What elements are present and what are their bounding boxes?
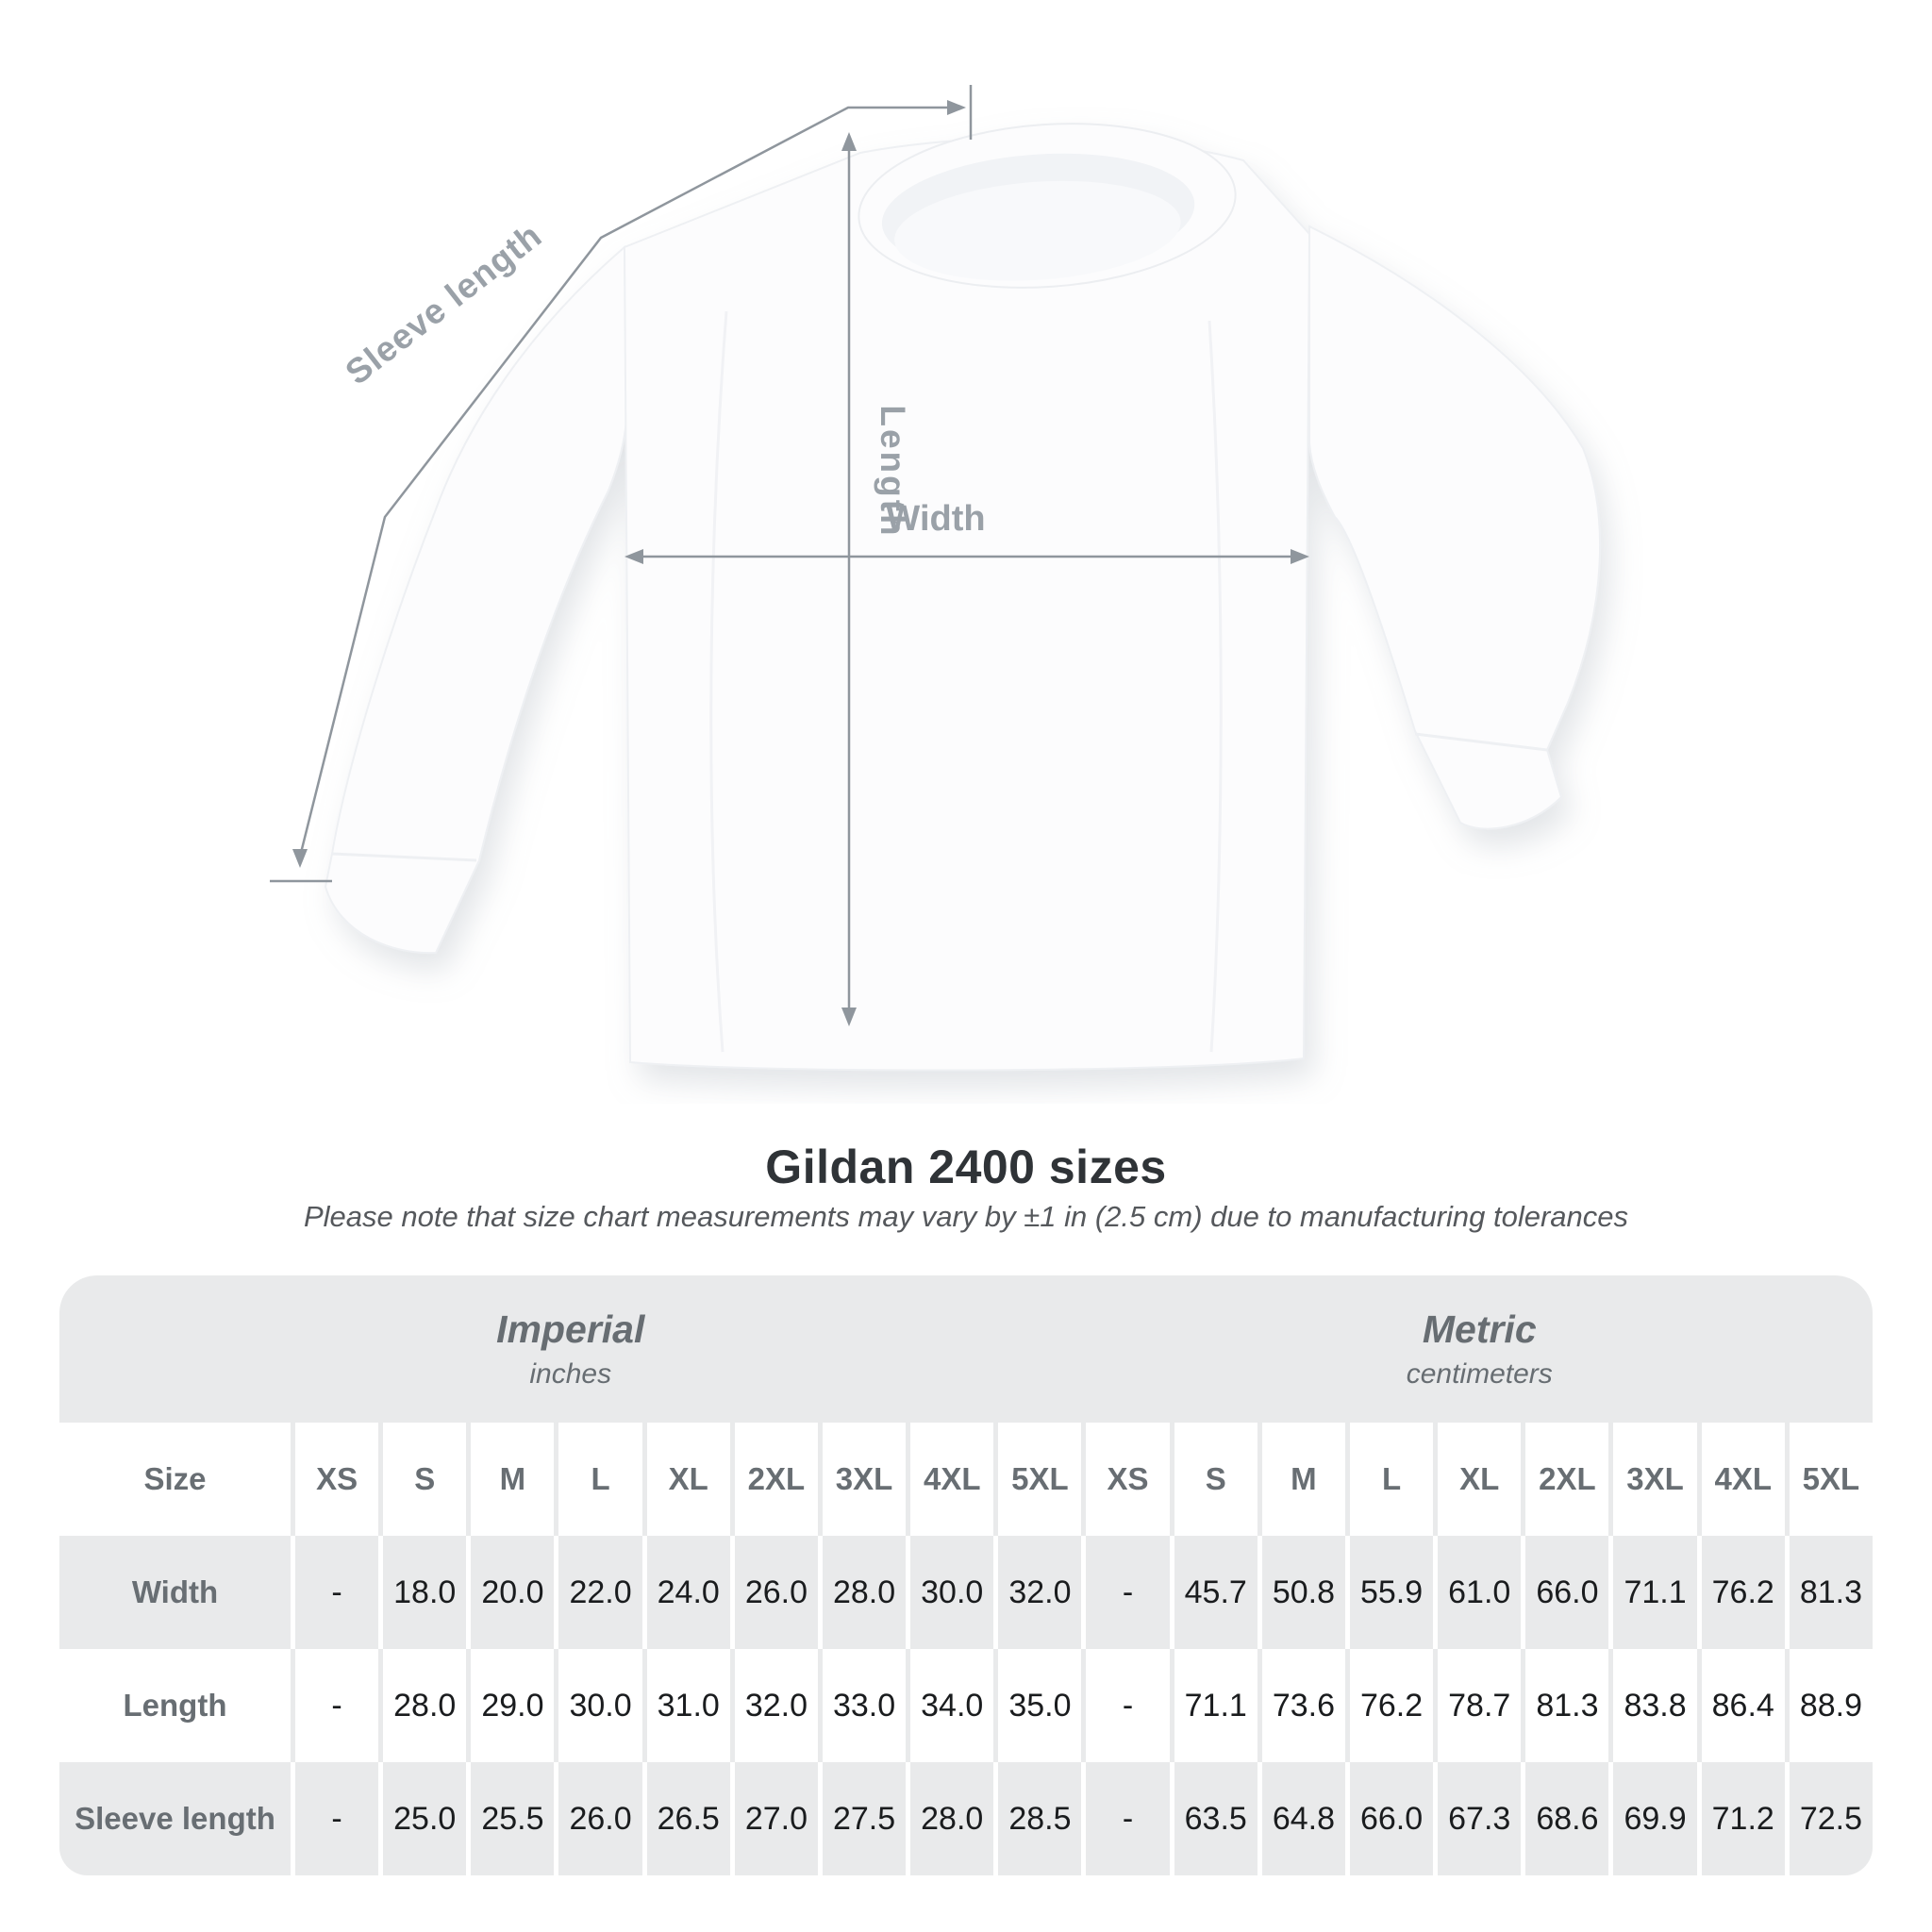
row-label-cell: Length [59, 1649, 291, 1762]
table-row [59, 1649, 1873, 1762]
size-header-cell: XS [295, 1423, 378, 1536]
size-header-cell: 4XL [910, 1423, 993, 1536]
size-header-cell: XL [647, 1423, 730, 1536]
table-cell: 81.3 [1790, 1536, 1873, 1649]
imperial-label: Imperial [496, 1307, 645, 1352]
table-cell: 27.0 [735, 1762, 818, 1875]
arrowhead-down-icon [292, 849, 308, 868]
table-cell: 64.8 [1262, 1762, 1345, 1875]
row-label-cell: Sleeve length [59, 1762, 291, 1875]
table-cell: 31.0 [647, 1649, 730, 1762]
table-cell: 81.3 [1525, 1649, 1608, 1762]
table-cell: 45.7 [1174, 1536, 1257, 1649]
table-cell: 24.0 [647, 1536, 730, 1649]
size-header-cell: S [383, 1423, 466, 1536]
metric-label: Metric [1422, 1307, 1537, 1352]
size-header-row [59, 1423, 1873, 1536]
table-cell: 26.0 [558, 1762, 641, 1875]
table-cell: 26.5 [647, 1762, 730, 1875]
size-header-cell: M [471, 1423, 554, 1536]
table-cell: 25.5 [471, 1762, 554, 1875]
size-header-cell: 4XL [1702, 1423, 1785, 1536]
width-label: Width [886, 499, 986, 539]
table-cell: - [295, 1649, 378, 1762]
size-header-cell: 2XL [735, 1423, 818, 1536]
table-cell: 61.0 [1438, 1536, 1521, 1649]
table-cell: 76.2 [1350, 1649, 1433, 1762]
size-column-header: Size [59, 1423, 291, 1536]
page-title: Gildan 2400 sizes [765, 1141, 1167, 1193]
table-cell: 22.0 [558, 1536, 641, 1649]
size-header-cell: L [558, 1423, 641, 1536]
table-cell: 28.0 [383, 1649, 466, 1762]
table-cell: 29.0 [471, 1649, 554, 1762]
table-cell: 20.0 [471, 1536, 554, 1649]
table-cell: 26.0 [735, 1536, 818, 1649]
unit-group-header-row [59, 1275, 1873, 1423]
table-cell: 18.0 [383, 1536, 466, 1649]
size-header-cell: 5XL [998, 1423, 1081, 1536]
table-cell: 66.0 [1350, 1762, 1433, 1875]
table-cell: 63.5 [1174, 1762, 1257, 1875]
length-label: Length [874, 405, 912, 539]
imperial-group-header [59, 1275, 1082, 1423]
table-cell: 28.5 [998, 1762, 1081, 1875]
table-cell: - [295, 1762, 378, 1875]
table-cell: 28.0 [823, 1536, 906, 1649]
sleeve-length-label: Sleeve length [338, 215, 550, 392]
table-cell: - [1086, 1649, 1169, 1762]
size-header-cell: 3XL [823, 1423, 906, 1536]
table-cell: 66.0 [1525, 1536, 1608, 1649]
table-cell: 76.2 [1702, 1536, 1785, 1649]
table-cell: 73.6 [1262, 1649, 1345, 1762]
table-cell: 30.0 [910, 1536, 993, 1649]
size-header-cell: 5XL [1790, 1423, 1873, 1536]
metric-unit: centimeters [1406, 1357, 1553, 1390]
table-cell: - [295, 1536, 378, 1649]
table-cell: 83.8 [1613, 1649, 1696, 1762]
table-row [59, 1762, 1873, 1875]
table-cell: 30.0 [558, 1649, 641, 1762]
table-cell: 35.0 [998, 1649, 1081, 1762]
size-header-cell: 2XL [1525, 1423, 1608, 1536]
size-header-cell: XL [1438, 1423, 1521, 1536]
imperial-unit: inches [529, 1357, 612, 1390]
size-header-cell: XS [1086, 1423, 1169, 1536]
table-cell: 71.2 [1702, 1762, 1785, 1875]
table-row [59, 1536, 1873, 1649]
table-cell: 50.8 [1262, 1536, 1345, 1649]
size-header-cell: L [1350, 1423, 1433, 1536]
table-cell: 27.5 [823, 1762, 906, 1875]
table-cell: 78.7 [1438, 1649, 1521, 1762]
table-cell: 32.0 [998, 1536, 1081, 1649]
table-cell: 86.4 [1702, 1649, 1785, 1762]
size-table [59, 1275, 1873, 1875]
table-cell: 71.1 [1174, 1649, 1257, 1762]
size-header-cell: S [1174, 1423, 1257, 1536]
metric-group-header [1087, 1275, 1874, 1423]
row-label-cell: Width [59, 1536, 291, 1649]
table-cell: 68.6 [1525, 1762, 1608, 1875]
size-header-cell: 3XL [1613, 1423, 1696, 1536]
table-cell: 71.1 [1613, 1536, 1696, 1649]
table-cell: 28.0 [910, 1762, 993, 1875]
tolerance-note: Please note that size chart measurements may vary by ±1 in (2.5 cm) due to manufacturing tolerances [303, 1200, 1629, 1233]
table-cell: 67.3 [1438, 1762, 1521, 1875]
table-cell: 33.0 [823, 1649, 906, 1762]
arrowhead-up-icon [841, 132, 857, 151]
table-cell: 55.9 [1350, 1536, 1433, 1649]
table-cell: 25.0 [383, 1762, 466, 1875]
table-cell: 69.9 [1613, 1762, 1696, 1875]
arrowhead-right-icon [947, 100, 966, 115]
table-cell: 32.0 [735, 1649, 818, 1762]
table-cell: 34.0 [910, 1649, 993, 1762]
size-header-cell: M [1262, 1423, 1345, 1536]
table-body [59, 1536, 1873, 1875]
table-cell: 88.9 [1790, 1649, 1873, 1762]
table-cell: - [1086, 1762, 1169, 1875]
table-cell: - [1086, 1536, 1169, 1649]
table-cell: 72.5 [1790, 1762, 1873, 1875]
